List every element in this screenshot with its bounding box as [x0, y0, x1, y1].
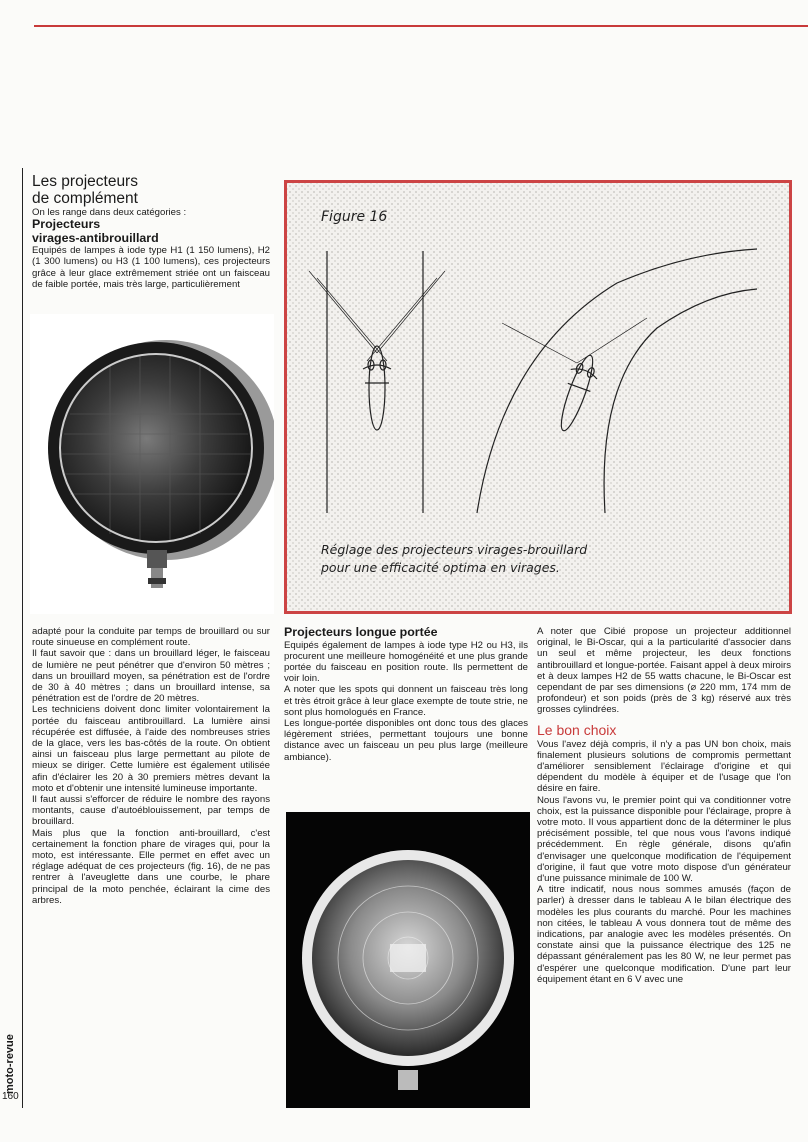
motorcycle-right — [550, 351, 604, 436]
paragraph: Les techniciens doivent donc limiter volontairement la portée du faisceau antibrouillard. La lumière ainsi récupérée est diffusée, à l'aide des nombreuses stries de la glace, vers les bas-côtés de la route. On obtient ainsi un faisceau plus large permettant au pilote de mieux se diriger. Cette lumière est également utilisée afin d'éclairer les 20 à 30 premiers mètres devant la moto et d'obtenir une intensité lumineuse importante. — [32, 704, 270, 794]
figure-16 — [284, 180, 792, 614]
curve-inner — [604, 289, 757, 513]
projector-image — [30, 314, 274, 614]
paragraph: Mais plus que la fonction anti-brouillard, c'est certainement la fonction phare de virages qui, pour la moto, est intéressante. Elle permet en effet avec un réglage adéquat de ces projecteurs (fig. 16), de ne pas rentrer à l'aveuglette dans une courbe, le phare principal de la moto penchée, éclairant la cime des arbres. — [32, 827, 270, 906]
paragraph: Nous l'avons vu, le premier point qui va conditionner votre choix, est la puissance disponible pour l'éclairage, propre à votre moto. Il vous appartient donc de la déterminer le plus précisément possible, tel que nous vous l'avons indiqué précédemment. En règle générale, disons qu'afin d'envisager une quelconque modification de l'équipement d'origine, il faut que votre moto dispose d'un générateur d'une puissance minimale de 100 W. — [537, 794, 791, 885]
projector-image — [286, 812, 530, 1108]
margin-rule — [22, 168, 23, 1108]
subheading: Projecteurs longue portée — [284, 625, 438, 639]
paragraph: adapté pour la conduite par temps de brouillard ou sur route sinueuse en complément route. — [32, 626, 270, 649]
section-heading: Le bon choix — [537, 721, 617, 738]
left-column-bottom — [32, 626, 270, 906]
motorcycle-left — [369, 346, 385, 430]
paragraph: Il faut aussi s'efforcer de réduire le nombre des rayons montants, cause d'autoéblouissement, par temps de brouillard. — [32, 794, 270, 828]
paragraph: Les longue-portée disponibles ont donc tous des glaces légèrement striées, permettant toujours une bonne distance avec un faisceau un peu plus large (meilleure ambiance). — [284, 717, 528, 763]
subheading: Projecteurs virages-antibrouillard — [32, 217, 159, 245]
figure-label: Figure 16 — [321, 209, 388, 225]
paragraph: Il faut savoir que : dans un brouillard léger, le faisceau de lumière ne peut pénétrer que d'environ 50 mètres ; dans un brouillard moyen, sa pénétration est de l'ordre de 30 à 40 mètres ; dans un brouillard intense, sa pénétration est de l'ordre de 20 mètres. — [32, 648, 270, 705]
figure-caption: Réglage des projecteurs virages-brouillard pour une efficacité optima en virages. — [321, 542, 588, 575]
paragraph: A noter que les spots qui donnent un faisceau très long et très étroit grâce à leur glace exempte de toute strie, ne sont plus homologués en France. — [284, 684, 528, 718]
section-title: Les projecteurs de complément — [32, 173, 138, 207]
paragraph: A titre indicatif, nous nous sommes amusés (façon de parler) à dresser dans le tableau A le bilan électrique des modèles les plus courants du marché. Pour les machines non citées, le tableau A vous donnera tout de même des indications, par analogie avec les modèles présentés. On constate ainsi que la puissance électrique des 125 ne dépassant généralement pas les 80 W, ne leur permet pas d'espérer une quelconque modification. D'une part leur équipement étant en 6 V avec une — [537, 884, 791, 985]
paragraph: A noter que Cibié propose un projecteur additionnel original, le Bi-Oscar, qui a la particularité d'associer dans un seul et même projecteur, les deux fonctions antibrouillard et longue-portée. Faisant appel à deux miroirs et à deux lampes H2 de 55 watts chacune, le Bi-Oscar est cependant de par ses dimensions (⌀ 220 mm, 174 mm de profondeur) et son poids (près de 3 kg) réservé aux très grosses cylindrées. — [537, 626, 791, 716]
left-column-top — [32, 174, 270, 290]
intro-text: On les range dans deux catégories : — [32, 207, 187, 218]
paragraph: Equipés également de lampes à iode type H2 ou H3, ils procurent une meilleure homogénéité et une plus grande portée du faisceau en position route. Ils permettent de voir loin. — [284, 639, 528, 685]
page-number: 160 — [2, 1091, 19, 1102]
curve-outer — [477, 249, 757, 513]
top-rule — [34, 25, 808, 27]
paragraph: Equipés de lampes à iode type H1 (1 150 lumens), H2 (1 300 lumens) ou H3 (1 100 lumens), ces projecteurs grâce à leur glace extrêmement striée ont un faisceau de faible portée, mais très large, particulièrement — [32, 245, 270, 290]
right-column — [537, 626, 791, 985]
middle-column — [284, 626, 528, 763]
svg-text:moto-revue: moto-revue — [4, 1034, 16, 1094]
antifog-projector-photo — [30, 314, 274, 614]
paragraph: Vous l'avez déjà compris, il n'y a pas UN bon choix, mais finalement plusieurs solutions de compromis permettant d'améliorer sensiblement l'éclairage d'origine et qui dépendent du modèle à équiper et de l'usage que l'on désire en faire. — [537, 738, 791, 795]
magazine-name — [1, 1020, 17, 1096]
long-range-projector-photo — [286, 812, 530, 1108]
